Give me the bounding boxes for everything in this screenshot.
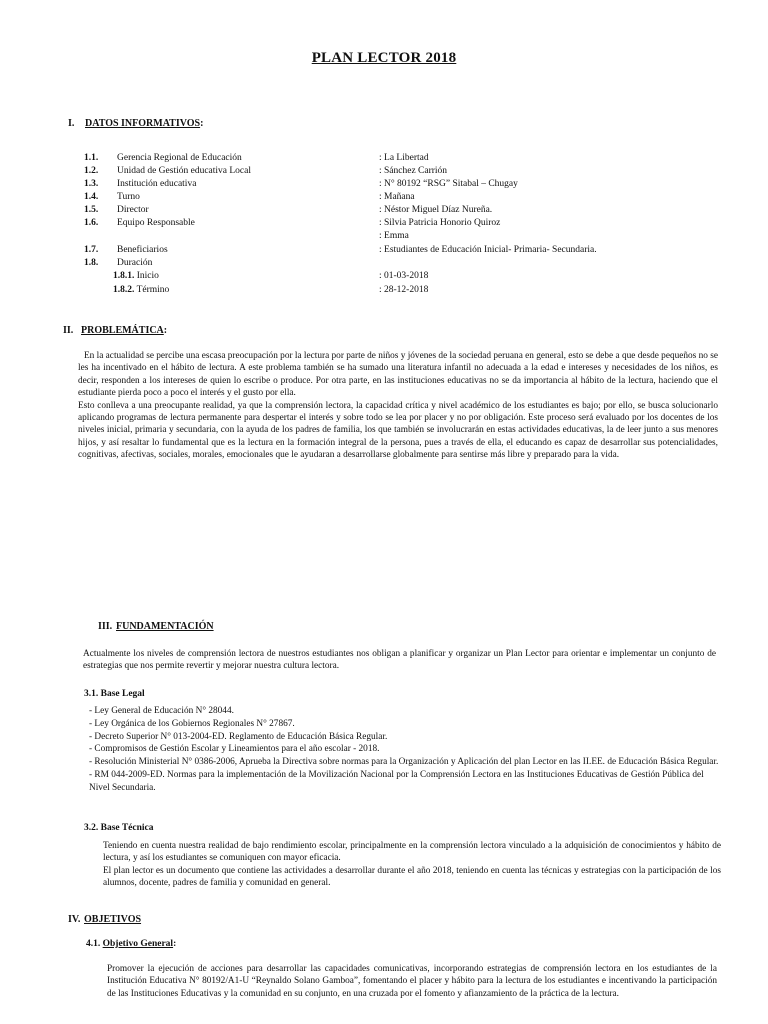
- info-value: : Mañana: [379, 192, 415, 202]
- subsection-number: 3.1.: [84, 689, 99, 699]
- section-title: OBJETIVOS: [84, 914, 142, 925]
- info-row-termino: [84, 285, 704, 298]
- section-heading-problematica: [63, 325, 167, 336]
- info-row: [84, 245, 704, 258]
- section-title: PROBLEMÁTICA: [81, 325, 164, 336]
- section-heading-objetivos: [68, 914, 141, 925]
- info-label: Equipo Responsable: [117, 218, 195, 228]
- info-label: [113, 271, 159, 281]
- info-row: [84, 231, 704, 244]
- info-label: [113, 285, 169, 295]
- info-num: 1.1.: [84, 153, 99, 163]
- info-row: [84, 258, 704, 271]
- info-num: 1.8.: [84, 258, 99, 268]
- problematica-text: [78, 350, 718, 462]
- info-value: : Emma: [379, 231, 409, 241]
- section-colon: :: [200, 118, 204, 129]
- section-heading-fundamentacion: [98, 621, 214, 632]
- info-value: : La Libertad: [379, 153, 429, 163]
- info-value: : 28-12-2018: [379, 285, 429, 295]
- subsection-colon: :: [173, 939, 177, 949]
- info-label: Beneficiarios: [117, 245, 168, 255]
- section-number: II.: [63, 325, 74, 336]
- info-value: : N° 80192 “RSG” Sitabal – Chugay: [379, 179, 518, 189]
- list-item: - Ley General de Educación N° 28044.: [89, 706, 234, 716]
- info-row: [84, 205, 704, 218]
- info-value: : Silvia Patricia Honorio Quiroz: [379, 218, 501, 228]
- info-label: Duración: [117, 258, 153, 268]
- subsection-title: Base Técnica: [100, 823, 154, 833]
- subsection-number: 4.1.: [86, 939, 101, 949]
- section-title: FUNDAMENTACIÓN: [116, 621, 214, 632]
- info-value: : 01-03-2018: [379, 271, 429, 281]
- paragraph: En la actualidad se percibe una escasa preocupación por la lectura por parte de niños y jóvenes de la sociedad peruana en general, esto se debe a que desde pequeños no se les ha incentivado en el hábito de lectura. A este problema también se ha sumado una literatura infantil no adecuada a la edad e intereses y necesidades de los niños, es decir, responden a los intereses de quien lo escribe o produce. Por otra parte, en las instituciones educativas no se da importancia al hábito de la lectura, haciendo que el estudiante pierda poco a poco el interés y el gusto por ella.: [78, 351, 718, 399]
- paragraph: Promover la ejecución de acciones para desarrollar las capacidades comunicativas, incorporando estrategias de comprensión lectora en los estudiantes de la Institución Educativa N° 80192/A1-U “Reynaldo Solano Gamboa”, fomentando el placer y hábito para la lectura de los estudiantes e incentivando la participación de las Instituciones Educativas y la comunidad en su conjunto, en una cruzada por el fomento y afianzamiento de la práctica de la lectura.: [107, 964, 717, 999]
- paragraph: Actualmente los niveles de comprensión lectora de nuestros estudiantes nos obligan a planificar y organizar un Plan Lector para orientar e implementar un conjunto de estrategias que nos permite revertir y mejorar nuestra cultura lectora.: [83, 649, 716, 672]
- list-item: - Resolución Ministerial N° 0386-2006, Aprueba la Directiva sobre normas para la Organización y Aplicación del plan Lector en las II.EE. de Educación Básica Regular.: [89, 757, 719, 768]
- info-value: : Estudiantes de Educación Inicial- Primaria- Secundaria.: [379, 245, 597, 255]
- section-title: DATOS INFORMATIVOS: [85, 118, 201, 129]
- info-label: Turno: [117, 192, 140, 202]
- list-item: - Compromisos de Gestión Escolar y Lineamientos para el año escolar - 2018.: [89, 744, 380, 755]
- info-label: Director: [117, 205, 149, 215]
- info-row: [84, 192, 704, 205]
- info-label: Unidad de Gestión educativa Local: [117, 166, 252, 176]
- info-sublabel: Término: [136, 285, 170, 295]
- info-num: 1.7.: [84, 245, 99, 255]
- section-number: I.: [68, 118, 75, 129]
- fundamentacion-intro: [83, 648, 716, 673]
- info-row: [84, 179, 704, 192]
- info-row: [84, 153, 704, 166]
- info-num: 1.5.: [84, 205, 99, 215]
- document-title: PLAN LECTOR 2018: [311, 50, 457, 66]
- subsection-title: Objetivo General: [102, 939, 174, 949]
- info-num: 1.3.: [84, 179, 99, 189]
- base-tecnica-text: [103, 840, 721, 890]
- info-row: [84, 218, 704, 231]
- paragraph: Esto conlleva a una preocupante realidad, ya que la comprensión lectora, la capacidad crítica y nivel académico de los estudiantes es bajo; por ello, se busca solucionarlo aplicando programas de lectura permanente para despertar el interés y sobre todo se lea por placer y no por obligación. Este proceso será evaluado por los docentes de los niveles inicial, primaria y secundaria, con la ayuda de los padres de familia, los que también se involucrarán en estas actividades educativas, la de leer junto a sus menores hijos, y así resaltar lo fundamental que es la lectura en la formación integral de la persona, pues a través de ella, el educando es capaz de desarrollar sus potencialidades, cognitivas, afectivas, sociales, morales, emocionales que le ayudaran a desarrollarse globalmente para sentirse más libre y preparado para la vida.: [78, 400, 718, 461]
- info-row: [84, 166, 704, 179]
- list-item: - RM 044-2009-ED. Normas para la implementación de la Movilización Nacional por la Comprensión Lectora en las Instituciones Educativas de Gestión Pública del Nivel Secundaria.: [89, 769, 704, 793]
- info-num: 1.2.: [84, 166, 99, 176]
- info-label: Institución educativa: [117, 179, 197, 189]
- objetivo-general-text: [107, 963, 717, 1000]
- info-label: Gerencia Regional de Educación: [117, 153, 242, 163]
- info-sublabel: Inicio: [136, 271, 159, 281]
- section-number: IV.: [68, 914, 81, 925]
- list-item: - Ley Orgánica de los Gobiernos Regionales N° 27867.: [89, 718, 295, 729]
- info-row-inicio: [84, 271, 704, 284]
- info-value: : Néstor Miguel Díaz Nureña.: [379, 205, 493, 215]
- subsection-heading-objetivo-general: [86, 939, 176, 949]
- info-num: 1.8.2.: [113, 285, 135, 295]
- subsection-heading-base-tecnica: [84, 823, 154, 833]
- info-value: : Sánchez Carrión: [379, 166, 448, 176]
- info-num: 1.6.: [84, 218, 99, 228]
- subsection-heading-base-legal: [84, 689, 145, 699]
- section-heading-datos: [68, 118, 203, 129]
- info-num: 1.8.1.: [113, 271, 135, 281]
- paragraph: El plan lector es un documento que contiene las actividades a desarrollar durante el año 2018, teniendo en cuenta las técnicas y estrategias con la participación de los alumnos, docente, padres de familia y comunidad en general.: [103, 865, 721, 889]
- base-legal-list: [89, 705, 725, 795]
- info-num: 1.4.: [84, 192, 99, 202]
- subsection-title: Base Legal: [100, 689, 145, 699]
- subsection-number: 3.2.: [84, 823, 99, 833]
- section-colon: :: [163, 325, 168, 336]
- paragraph: Teniendo en cuenta nuestra realidad de bajo rendimiento escolar, principalmente en la comprensión lectora vinculado a la adquisición de conocimientos y hábito de lectura, y así los estudiantes se comuniquen con mayor eficacia.: [103, 841, 721, 864]
- list-item: - Decreto Superior N° 013-2004-ED. Reglamento de Educación Básica Regular.: [89, 731, 388, 742]
- section-number: III.: [98, 621, 113, 632]
